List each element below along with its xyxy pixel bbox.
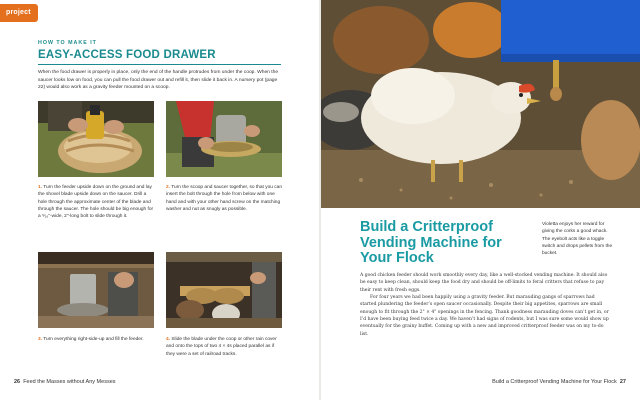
step-3-number: 3. [38,337,43,342]
page-headline: EASY-ACCESS FOOD DRAWER [38,49,216,61]
running-head-left: Feed the Masses without Any Messes [23,379,116,385]
step-1-text: Turn the feeder upside down on the ground and lay the shovel blade upside down on the saucer. Drill a hole through the approximate center of the blade and through the saucer. The hole should be big enough for a ⁵⁄₁₆"-wide, 2"-long bolt to slide through it. [38,185,154,220]
step-2 [166,184,284,213]
folio-right [492,379,626,385]
step-1-number: 1. [38,185,43,190]
step-1 [38,184,154,220]
step-3 [38,336,154,343]
page-number-left: 26 [14,379,21,385]
section-tag: project [0,4,38,22]
step-4-photo [166,252,282,328]
step-3-photo [38,252,154,328]
step-2-photo [166,101,282,177]
kicker: HOW TO MAKE IT [38,40,97,46]
page-number-right: 27 [619,379,626,385]
step-4-number: 4. [166,337,171,342]
folio-left [14,379,116,385]
feature-title: Build a Critterproof Vending Machine for Your Flock [360,219,502,266]
photo-caption: Violetta enjoys her reward for giving the corks a good whack. The eyebolt acts like a toggle switch and drops pellets from the bucket. [542,222,613,257]
step-2-text: Turn the scoop and saucer together, so that you can insert the bolt through the hole from below with one hand and with your other hand screw on the matching washer and nut as snugly as possible. [166,185,283,212]
step-4 [166,336,284,358]
body-text [360,272,612,338]
body-paragraph-2: For four years we had been happily using a gravity feeder. But marauding gangs of sparrows had started plundering the feeder’s open saucer occasionally. Despite their big appetites, sparrows are small enough to fit through the 2" × 4" openings in the fencing. Thank goodness marauding doves can’t get in, or I’d have been buying feed twice a day. We haven’t had signs of rodents, but I was sure some would show up eventually for the grainy buffet. Coming up with a new and improved critterproof feeder was on my to-do list. [360,295,609,337]
step-2-number: 2. [166,185,171,190]
headline-rule [38,64,281,65]
body-paragraph-1: A good chicken feeder should work smoothly every day, like a well-stocked vending machine. It should also be easy to keep clean, should keep the food dry and should be off-limits to feral critters that refuse to pay their rent with fresh eggs. [360,273,608,293]
step-4-text: Slide the blade under the coop or other rain cover and onto the tops of two 4 × 4s placed parallel as if they were a set of railroad tracks. [166,337,277,357]
step-3-text: Turn everything right-side-up and fill the feeder. [43,337,144,342]
intro-paragraph: When the food drawer is properly in place, only the end of the handle protrudes from under the coop. When the saucer looks low on food, you can pull the food drawer out and refill it, then slide it back in. A nursery pot (page 22) would also work as a gravity feeder mounted on a scoop. [38,70,279,91]
step-1-photo [38,101,154,177]
chicken-feeder-photo [321,0,640,208]
running-head-right: Build a Critterproof Vending Machine for Your Flock [492,379,617,385]
